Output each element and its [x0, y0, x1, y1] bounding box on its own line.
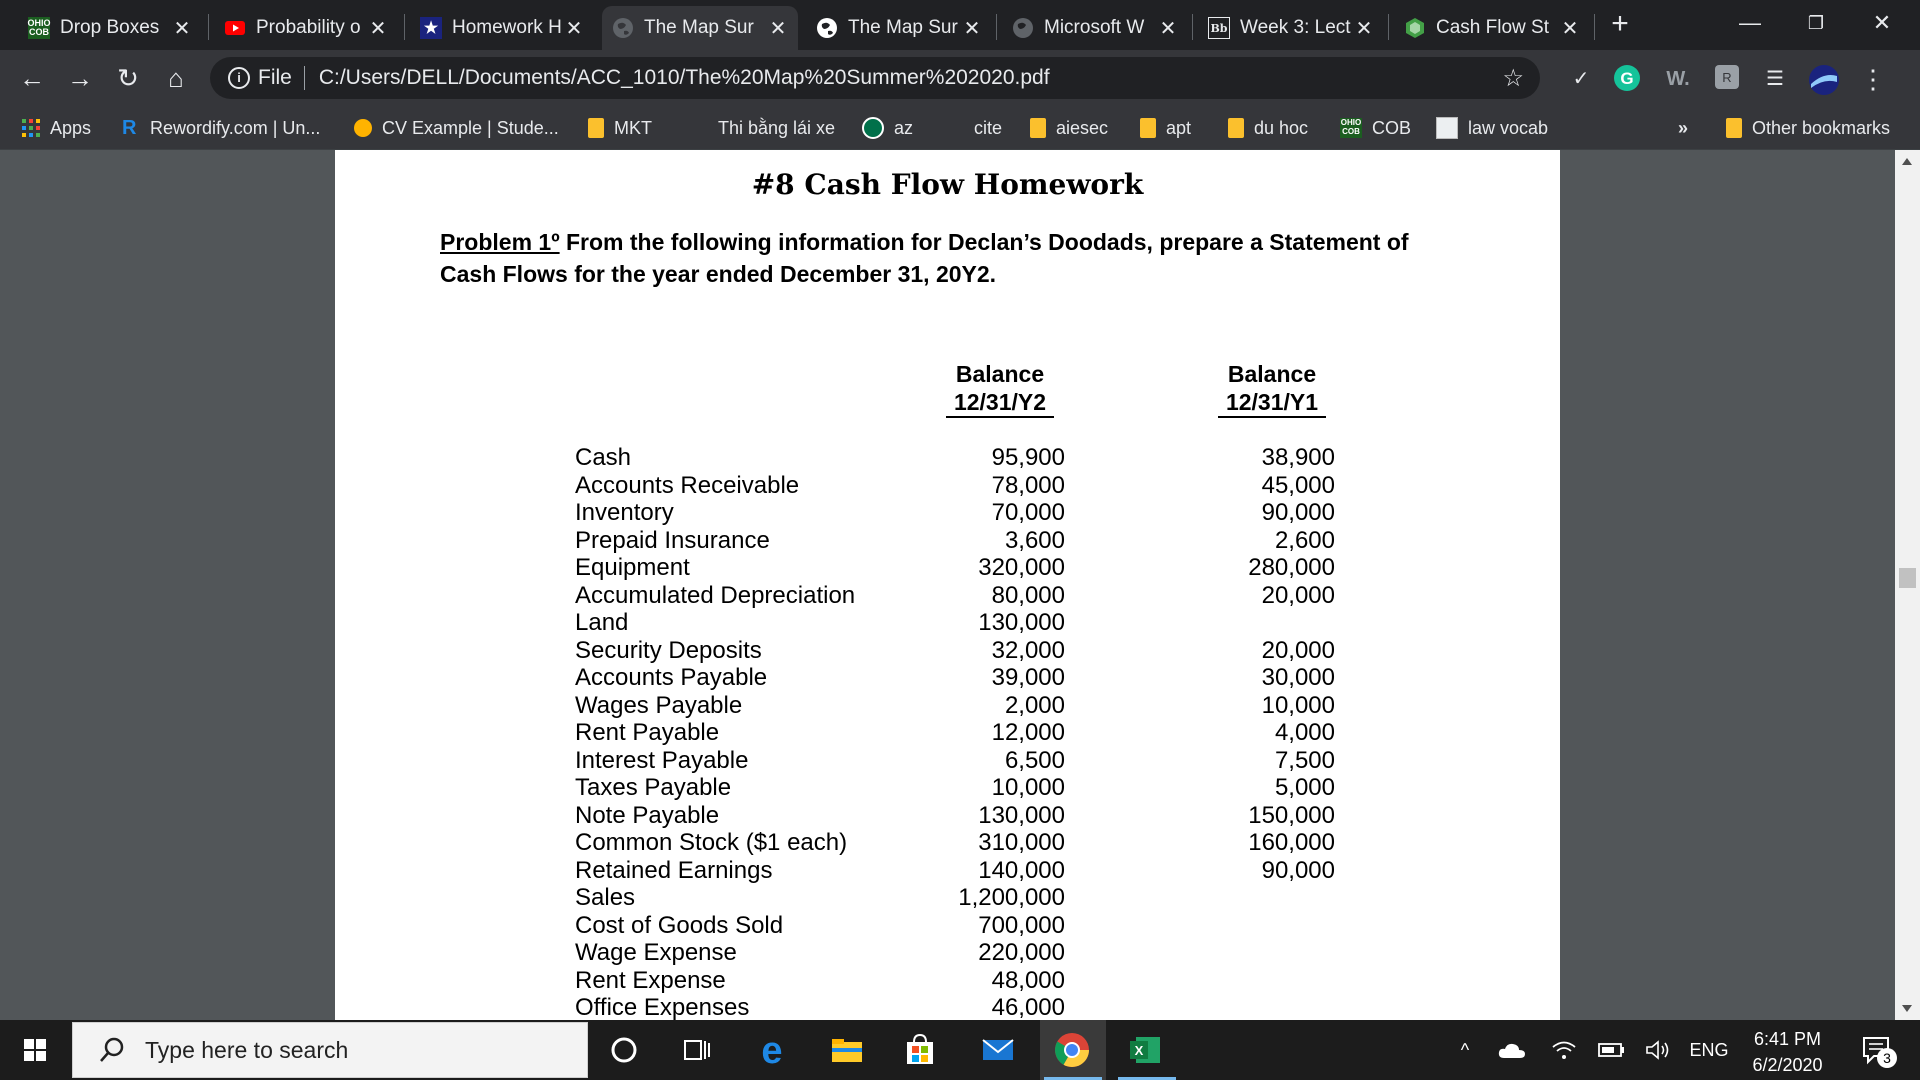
- forward-arrow-icon[interactable]: →: [67, 63, 93, 93]
- account-name: Security Deposits: [575, 636, 762, 664]
- balance-y2-value: 220,000: [978, 939, 1065, 966]
- balance-y2-value: 310,000: [978, 829, 1065, 856]
- balance-y1-value: 160,000: [1248, 829, 1335, 856]
- balance-y1-value: 4,000: [1274, 719, 1335, 746]
- globe-favicon: [612, 17, 634, 39]
- address-bar[interactable]: [210, 57, 1540, 99]
- account-name: Common Stock ($1 each): [575, 829, 848, 856]
- bookmarks-bar: [0, 106, 1920, 150]
- account-name: Accounts Payable: [575, 664, 768, 691]
- account-name: Rent Payable: [575, 719, 720, 746]
- balance-y1-value: 38,900: [1261, 444, 1335, 471]
- account-name: Land: [575, 609, 629, 636]
- microsoft-store-icon[interactable]: [900, 1030, 940, 1070]
- new-tab-button[interactable]: +: [1611, 7, 1629, 40]
- menu-kebab-icon[interactable]: ⋮: [1860, 64, 1886, 94]
- tab-separator: [1388, 14, 1389, 40]
- bookmark-label: COB: [1372, 117, 1412, 138]
- tab-separator: [404, 14, 405, 40]
- balance-y2-value: 3,600: [1004, 526, 1065, 554]
- bookmark-other-bookmarks[interactable]: [1726, 115, 1890, 141]
- pdf-page: [335, 150, 1560, 1020]
- tab-separator: [208, 14, 209, 40]
- scrollbar-thumb[interactable]: [1899, 568, 1916, 588]
- tab-drop-boxes[interactable]: [18, 6, 202, 50]
- svg-text:G: G: [1620, 69, 1634, 88]
- back-arrow-icon[interactable]: ←: [19, 63, 45, 93]
- file-explorer-icon[interactable]: [826, 1030, 866, 1070]
- bookmark-label: aiesec: [1056, 117, 1109, 138]
- show-hidden-icons-chevron-icon[interactable]: ^: [1460, 1039, 1470, 1060]
- page-icon: [946, 119, 964, 137]
- bookmark-label: Thi bằng lái xe: [718, 117, 836, 138]
- url-text[interactable]: C:/Users/DELL/Documents/ACC_1010/The%20Map%20Summer%202020.pdf: [318, 66, 1050, 89]
- chrome-icon[interactable]: [1052, 1030, 1092, 1070]
- balance-y2-value: 700,000: [978, 911, 1065, 939]
- account-name: Retained Earnings: [575, 856, 773, 884]
- folder-icon: [1726, 118, 1742, 138]
- tab-separator: [996, 14, 997, 40]
- balance-y1-value: 280,000: [1248, 554, 1335, 581]
- tab-map-summer[interactable]: [806, 6, 992, 50]
- balance-y2-value: 2,000: [1004, 691, 1065, 719]
- account-name: Office Expenses: [575, 994, 750, 1020]
- close-icon[interactable]: ✕: [769, 17, 787, 40]
- reading-list-icon[interactable]: ☰: [1766, 68, 1784, 90]
- info-icon[interactable]: i: [228, 67, 250, 89]
- folder-icon: [1140, 118, 1156, 138]
- bookmark-label: az: [894, 117, 914, 138]
- column-head-date: 12/31/Y2: [946, 388, 1054, 418]
- bookmark-label: CV Example | Stude...: [382, 117, 559, 138]
- balance-y2-value: 1,200,000: [958, 884, 1065, 911]
- restore-icon[interactable]: ❐: [1807, 13, 1825, 33]
- profile-avatar-icon[interactable]: [1806, 64, 1842, 94]
- mail-icon[interactable]: [978, 1030, 1018, 1070]
- close-icon[interactable]: ✕: [1355, 17, 1373, 40]
- clock-time: 6:41 PM: [1753, 1029, 1822, 1049]
- balance-y2-value: 140,000: [978, 856, 1065, 884]
- tab-title: Week 3: Lect: [1240, 17, 1351, 38]
- blackboard-favicon: Bb: [1208, 17, 1230, 39]
- account-name: Accumulated Depreciation: [575, 581, 856, 609]
- pdf-viewer[interactable]: [0, 150, 1920, 1020]
- close-icon[interactable]: ✕: [565, 17, 583, 40]
- youtube-favicon: [224, 17, 246, 39]
- bookmark-az[interactable]: [862, 115, 913, 141]
- notification-center-icon[interactable]: [1852, 1020, 1902, 1080]
- balance-y1-value: 7,500: [1274, 746, 1335, 774]
- folder-icon: [588, 118, 604, 138]
- account-name: Cost of Goods Sold: [575, 911, 784, 939]
- bookmark-thi-bang-lai-xe[interactable]: [690, 115, 835, 141]
- tab-week3-lecture[interactable]: [1198, 6, 1384, 50]
- divider: [304, 66, 305, 90]
- close-icon[interactable]: ✕: [1561, 17, 1579, 40]
- tab-microsoft[interactable]: [1002, 6, 1188, 50]
- bookmark-star-icon[interactable]: ☆: [1502, 64, 1524, 92]
- tab-title: Probability o: [256, 17, 361, 38]
- bookmark-folder-du-hoc[interactable]: [1228, 115, 1308, 141]
- document-title: #8 Cash Flow Homework: [751, 168, 1144, 201]
- column-header-y2: [930, 360, 1070, 418]
- balance-y2-value: 95,900: [991, 444, 1065, 471]
- bookmark-cob[interactable]: [1340, 115, 1411, 141]
- tab-map-summer-active[interactable]: [602, 6, 798, 50]
- starbucks-icon: [862, 117, 884, 139]
- tab-probability[interactable]: [214, 6, 398, 50]
- account-name: Interest Payable: [575, 746, 749, 774]
- scroll-up-arrow-icon[interactable]: [1902, 158, 1912, 165]
- tab-cash-flow[interactable]: [1394, 6, 1590, 50]
- bookmark-label: »: [1678, 117, 1689, 138]
- svg-text:R: R: [1722, 70, 1732, 85]
- account-name: Taxes Payable: [575, 774, 732, 801]
- tab-title: Cash Flow St: [1436, 17, 1549, 38]
- system-clock[interactable]: [1740, 1026, 1835, 1078]
- account-name: Prepaid Insurance: [575, 526, 770, 554]
- reload-icon[interactable]: ↻: [117, 63, 139, 93]
- star-favicon: ★: [420, 17, 442, 39]
- balance-y1-value: 30,000: [1261, 664, 1335, 691]
- task-view-icon[interactable]: [676, 1030, 716, 1070]
- balance-y2-value: 12,000: [991, 719, 1065, 746]
- wifi-icon[interactable]: [1546, 1020, 1582, 1080]
- edge-browser-icon[interactable]: [752, 1030, 792, 1070]
- input-language[interactable]: ENG: [1689, 1039, 1729, 1060]
- bookmark-label: Apps: [50, 117, 92, 138]
- balance-y2-value: 39,000: [991, 664, 1065, 691]
- rewordify-icon: R: [122, 117, 137, 139]
- apps-grid-icon: [22, 119, 40, 137]
- bookmark-label: MKT: [614, 117, 652, 138]
- balance-y2-value: 70,000: [991, 499, 1065, 526]
- balance-y1-value: 150,000: [1248, 801, 1335, 829]
- bookmark-folder-aiesec[interactable]: [1030, 115, 1108, 141]
- balance-y2-value: 6,500: [1004, 746, 1065, 774]
- bookmark-label: apt: [1166, 117, 1192, 138]
- bookmark-label: law vocab: [1468, 117, 1549, 138]
- column-head-date: 12/31/Y1: [1218, 388, 1326, 418]
- search-icon: [97, 1035, 127, 1065]
- balance-y2-value: 10,000: [991, 774, 1065, 801]
- tab-separator: [1192, 14, 1193, 40]
- bookmark-label: du hoc: [1254, 117, 1309, 138]
- balance-y2-value: 130,000: [978, 609, 1065, 636]
- tab-homework[interactable]: [410, 6, 594, 50]
- balance-y1-value: 90,000: [1261, 499, 1335, 526]
- balance-y1-value: 45,000: [1261, 471, 1335, 499]
- taskbar-search-box[interactable]: [72, 1022, 588, 1078]
- bookmark-apps[interactable]: [22, 115, 91, 141]
- tab-title: The Map Sur: [644, 17, 754, 38]
- checkmark-extension-icon[interactable]: ✓: [1572, 68, 1590, 90]
- column-head-label: Balance: [955, 361, 1045, 387]
- account-name: Cash: [575, 444, 632, 471]
- folder-icon: [1228, 118, 1244, 138]
- page-icon: [690, 119, 708, 137]
- account-name: Wage Expense: [575, 939, 737, 966]
- balance-y1-value: 2,600: [1274, 526, 1335, 554]
- extension-puzzle-icon[interactable]: [1712, 64, 1742, 94]
- balance-y2-value: 32,000: [991, 636, 1065, 664]
- balance-y2-value: 46,000: [991, 994, 1065, 1020]
- balance-y1-value: 20,000: [1261, 581, 1335, 609]
- notification-count-badge: 3: [1877, 1048, 1897, 1068]
- excel-icon[interactable]: [1126, 1030, 1166, 1070]
- account-name: Inventory: [575, 499, 674, 526]
- close-icon[interactable]: ✕: [1159, 17, 1177, 40]
- vertical-scrollbar[interactable]: [1895, 150, 1920, 1020]
- balance-y1-value: 10,000: [1261, 691, 1335, 719]
- svg-text:X: X: [1134, 1043, 1144, 1058]
- cortana-icon[interactable]: [604, 1030, 644, 1070]
- w-extension-icon[interactable]: W.: [1666, 68, 1690, 90]
- battery-icon[interactable]: [1594, 1020, 1630, 1080]
- account-name: Note Payable: [575, 801, 720, 829]
- minimize-icon[interactable]: —: [1739, 10, 1761, 35]
- bookmark-label: Rewordify.com | Un...: [150, 117, 321, 138]
- balance-y2-value: 78,000: [991, 471, 1065, 499]
- windows-taskbar: [0, 1020, 1920, 1080]
- tab-separator: [1594, 14, 1595, 40]
- bookmark-folder-mkt[interactable]: [588, 115, 652, 141]
- bookmark-folder-apt[interactable]: [1140, 115, 1191, 141]
- ohio-cob-favicon: OHIO COB: [1340, 118, 1362, 136]
- scroll-down-arrow-icon[interactable]: [1902, 1005, 1912, 1012]
- account-name: Wages Payable: [575, 691, 743, 719]
- close-icon[interactable]: ✕: [963, 17, 981, 40]
- url-scheme: File: [258, 66, 292, 89]
- balance-y2-value: 320,000: [978, 554, 1065, 581]
- green-hex-favicon: [1404, 17, 1426, 39]
- problem-statement: [440, 226, 1460, 290]
- balance-y1-value: 90,000: [1261, 856, 1335, 884]
- windows-start-icon[interactable]: [0, 1020, 70, 1080]
- globe-favicon: [1012, 17, 1034, 39]
- account-name: Rent Expense: [575, 966, 726, 994]
- bookmark-label: cite: [974, 117, 1003, 138]
- balance-y2-value: 130,000: [978, 801, 1065, 829]
- window-close-icon[interactable]: ✕: [1872, 10, 1892, 35]
- balance-y1-value: 20,000: [1261, 636, 1335, 664]
- dictionary-icon: [1436, 117, 1458, 139]
- bookmark-rewordify[interactable]: [122, 115, 320, 141]
- close-icon[interactable]: ✕: [369, 17, 387, 40]
- cv-icon: [354, 119, 372, 137]
- ohio-cob-favicon: OHIO COB: [27, 18, 51, 37]
- balance-y2-value: 48,000: [991, 966, 1065, 994]
- tab-title: The Map Sur: [848, 17, 958, 38]
- problem-text: From the following information for Declan’s Doodads, prepare a Statement of Cash Flows for the year ended December 31, 20Y2.: [440, 229, 1409, 287]
- bookmarks-overflow-button[interactable]: [1678, 115, 1688, 141]
- onedrive-cloud-icon[interactable]: [1494, 1020, 1530, 1080]
- tab-title: Microsoft W: [1044, 17, 1145, 38]
- balance-y1-value: 5,000: [1274, 774, 1335, 801]
- column-head-label: Balance: [1227, 361, 1317, 387]
- bookmark-label: Other bookmarks: [1752, 117, 1891, 138]
- bookmark-cv-example[interactable]: [354, 115, 559, 141]
- bookmark-law-vocab[interactable]: [1436, 115, 1548, 141]
- grammarly-icon[interactable]: [1612, 64, 1642, 94]
- browser-toolbar: [0, 50, 1920, 106]
- globe-favicon: [816, 17, 838, 39]
- column-header-y1: [1197, 360, 1347, 418]
- account-name: Equipment: [575, 554, 690, 581]
- clock-date: 6/2/2020: [1752, 1055, 1823, 1075]
- balance-y2-value: 80,000: [991, 581, 1065, 609]
- home-icon[interactable]: ⌂: [168, 63, 184, 93]
- tab-title: Drop Boxes: [60, 17, 160, 38]
- bookmark-cite[interactable]: [946, 115, 1002, 141]
- problem-label: Problem 1º: [440, 229, 560, 255]
- folder-icon: [1030, 118, 1046, 138]
- svg-text:e: e: [761, 1030, 783, 1070]
- volume-speaker-icon[interactable]: [1640, 1020, 1676, 1080]
- close-icon[interactable]: ✕: [173, 17, 191, 40]
- tab-title: Homework H: [452, 17, 562, 38]
- account-name: Accounts Receivable: [575, 471, 800, 499]
- account-name: Sales: [575, 884, 636, 911]
- search-placeholder: Type here to search: [145, 1036, 349, 1063]
- tab-strip: [0, 0, 1920, 50]
